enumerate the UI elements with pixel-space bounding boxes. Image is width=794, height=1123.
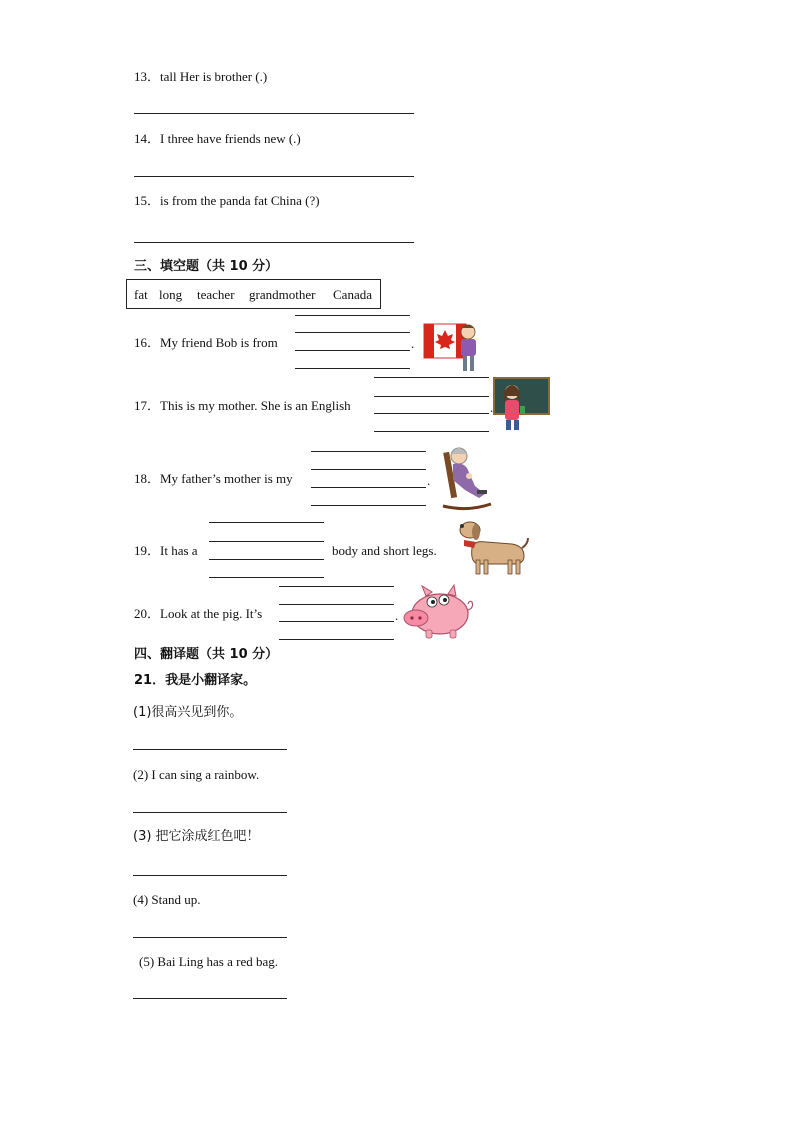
answer-line-13[interactable] <box>134 113 414 114</box>
blank-line-18d[interactable] <box>311 505 426 506</box>
translate-line-4[interactable] <box>133 937 287 938</box>
blank-line-19a[interactable] <box>209 522 324 523</box>
translate-item-1: (1)很高兴见到你。 <box>133 705 243 720</box>
translate-item-5: (5) Bai Ling has a red bag. <box>139 954 278 969</box>
question-13: 13．tall Her is brother (.) <box>134 69 268 84</box>
question-16-end: . <box>411 336 415 351</box>
blank-line-18b[interactable] <box>311 469 426 470</box>
question-18-text: 18．My father’s mother is my <box>134 471 293 486</box>
blank-line-19b[interactable] <box>209 541 324 542</box>
blank-line-16a[interactable] <box>295 315 410 316</box>
blank-line-19d[interactable] <box>209 577 324 578</box>
blank-line-17d[interactable] <box>374 431 489 432</box>
question-20-text: 20．Look at the pig. It’s <box>134 606 263 621</box>
translate-item-3: (3) 把它涂成红色吧！ <box>133 829 260 844</box>
question-17-end: . <box>490 400 494 415</box>
translate-line-2[interactable] <box>133 812 287 813</box>
translate-line-3[interactable] <box>133 875 287 876</box>
question-18-end: . <box>427 473 431 488</box>
translate-item-2: (2) I can sing a rainbow. <box>133 767 260 782</box>
blank-line-20c[interactable] <box>279 621 394 622</box>
teacher-blackboard-picture <box>494 376 550 432</box>
blank-line-16d[interactable] <box>295 368 410 369</box>
blank-line-17b[interactable] <box>374 396 489 397</box>
question-14: 14．I three have friends new (.) <box>134 131 301 146</box>
word-bank-item: teacher <box>197 287 235 302</box>
canada-flag-boy-picture <box>422 314 484 374</box>
question-19-text: 19．It has a <box>134 543 198 558</box>
question-16-text: 16．My friend Bob is from <box>134 335 278 350</box>
blank-line-17c[interactable] <box>374 413 489 414</box>
word-bank-item: grandmother <box>249 287 316 302</box>
translate-item-4: (4) Stand up. <box>133 892 201 907</box>
blank-line-16c[interactable] <box>295 350 410 351</box>
translate-line-1[interactable] <box>133 749 287 750</box>
question-15: 15．is from the panda fat China (?) <box>134 193 320 208</box>
question-17-text: 17．This is my mother. She is an English <box>134 398 351 413</box>
word-bank-item: fat <box>134 287 148 302</box>
blank-line-20b[interactable] <box>279 604 394 605</box>
section-3-title: 三、填空题（共 10 分） <box>134 259 279 274</box>
blank-line-19c[interactable] <box>209 559 324 560</box>
blank-line-18a[interactable] <box>311 451 426 452</box>
blank-line-18c[interactable] <box>311 487 426 488</box>
blank-line-17a[interactable] <box>374 377 489 378</box>
question-20-end: . <box>395 608 399 623</box>
word-bank-item: long <box>159 287 183 302</box>
blank-line-20d[interactable] <box>279 639 394 640</box>
translate-line-5[interactable] <box>133 998 287 999</box>
answer-line-15[interactable] <box>134 242 414 243</box>
question-19-end: body and short legs. <box>332 543 437 558</box>
word-bank-box <box>126 279 381 309</box>
word-bank-item: Canada <box>333 287 372 302</box>
long-dog-picture <box>456 518 528 580</box>
grandmother-rocking-chair-picture <box>439 444 495 508</box>
blank-line-16b[interactable] <box>295 332 410 333</box>
blank-line-20a[interactable] <box>279 586 394 587</box>
section-4-title: 四、翻译题（共 10 分） <box>134 647 279 662</box>
answer-line-14[interactable] <box>134 176 414 177</box>
question-21: 21．我是小翻译家。 <box>134 673 257 688</box>
fat-pig-picture <box>396 584 476 642</box>
